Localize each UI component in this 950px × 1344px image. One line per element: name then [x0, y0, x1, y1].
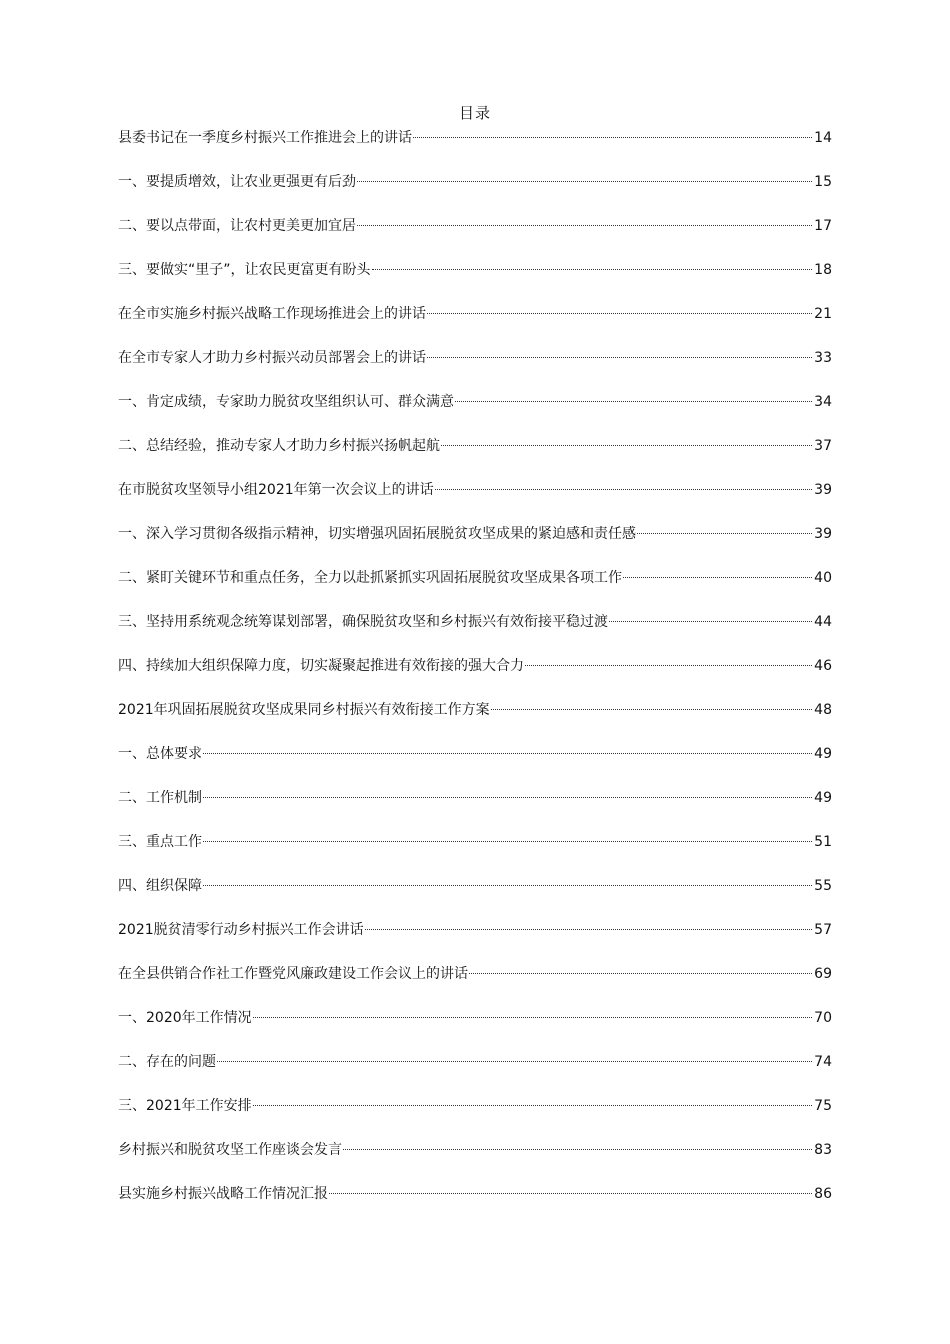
toc-entry-title: 县实施乡村振兴战略工作情况汇报 [118, 1186, 328, 1202]
toc-entry[interactable] [118, 1007, 832, 1051]
toc-entry-page: 74 [814, 1054, 832, 1070]
toc-leader-dots [203, 841, 812, 842]
toc-entry[interactable] [118, 611, 832, 655]
toc-entry-title: 四、持续加大组织保障力度，切实凝聚起推进有效衔接的强大合力 [118, 658, 524, 674]
toc-entry-title: 三、坚持用系统观念统筹谋划部署，确保脱贫攻坚和乡村振兴有效衔接平稳过渡 [118, 614, 608, 630]
toc-entry-page: 39 [814, 526, 832, 542]
toc-entry-page: 18 [814, 262, 832, 278]
toc-leader-dots [469, 973, 812, 974]
toc-leader-dots [357, 225, 812, 226]
toc-leader-dots [427, 357, 812, 358]
toc-entry-page: 49 [814, 790, 832, 806]
toc-leader-dots [435, 489, 813, 490]
toc-entry-title: 一、要提质增效，让农业更强更有后劲 [118, 174, 356, 190]
toc-leader-dots [217, 1061, 812, 1062]
toc-entry[interactable] [118, 347, 832, 391]
toc-entry-page: 75 [814, 1098, 832, 1114]
toc-entry[interactable] [118, 1051, 832, 1095]
toc-entry-page: 46 [814, 658, 832, 674]
toc-entry-page: 49 [814, 746, 832, 762]
toc-entry-title: 在市脱贫攻坚领导小组2021年第一次会议上的讲话 [118, 482, 434, 498]
toc-entry[interactable] [118, 919, 832, 963]
toc-entry-title: 一、肯定成绩，专家助力脱贫攻坚组织认可、群众满意 [118, 394, 454, 410]
toc-entry-page: 69 [814, 966, 832, 982]
toc-entry-title: 在全市专家人才助力乡村振兴动员部署会上的讲话 [118, 350, 426, 366]
toc-leader-dots [427, 313, 812, 314]
toc-entry-title: 二、工作机制 [118, 790, 202, 806]
toc-entry[interactable] [118, 259, 832, 303]
toc-leader-dots [637, 533, 812, 534]
toc-entry-title: 2021脱贫清零行动乡村振兴工作会讲话 [118, 922, 364, 938]
toc-leader-dots [372, 269, 813, 270]
toc-entry-page: 44 [814, 614, 832, 630]
toc-entry-page: 21 [814, 306, 832, 322]
toc-entry-page: 17 [814, 218, 832, 234]
toc-entry[interactable] [118, 171, 832, 215]
toc-entry-page: 55 [814, 878, 832, 894]
toc-entry-title: 二、要以点带面，让农村更美更加宜居 [118, 218, 356, 234]
table-of-contents [118, 127, 832, 1227]
toc-entry-title: 四、组织保障 [118, 878, 202, 894]
toc-entry-title: 三、2021年工作安排 [118, 1098, 252, 1114]
toc-leader-dots [203, 753, 812, 754]
toc-leader-dots [203, 885, 812, 886]
toc-entry-page: 15 [814, 174, 832, 190]
toc-entry-page: 57 [814, 922, 832, 938]
toc-leader-dots [609, 621, 812, 622]
toc-entry-page: 51 [814, 834, 832, 850]
toc-entry-title: 二、紧盯关键环节和重点任务，全力以赴抓紧抓实巩固拓展脱贫攻坚成果各项工作 [118, 570, 622, 586]
toc-entry-page: 37 [814, 438, 832, 454]
toc-entry[interactable] [118, 435, 832, 479]
toc-entry-title: 2021年巩固拓展脱贫攻坚成果同乡村振兴有效衔接工作方案 [118, 702, 490, 718]
toc-leader-dots [203, 797, 812, 798]
toc-entry[interactable] [118, 831, 832, 875]
toc-entry-title: 一、2020年工作情况 [118, 1010, 252, 1026]
toc-entry[interactable] [118, 303, 832, 347]
toc-entry-title: 三、要做实“里子”，让农民更富更有盼头 [118, 262, 371, 278]
toc-entry[interactable] [118, 655, 832, 699]
toc-entry[interactable] [118, 127, 832, 171]
toc-entry-page: 86 [814, 1186, 832, 1202]
toc-entry[interactable] [118, 1183, 832, 1227]
toc-entry-page: 70 [814, 1010, 832, 1026]
toc-entry[interactable] [118, 963, 832, 1007]
toc-entry[interactable] [118, 479, 832, 523]
toc-leader-dots [525, 665, 812, 666]
toc-entry[interactable] [118, 699, 832, 743]
toc-leader-dots [253, 1105, 813, 1106]
toc-entry-page: 83 [814, 1142, 832, 1158]
toc-entry[interactable] [118, 875, 832, 919]
toc-entry[interactable] [118, 1139, 832, 1183]
toc-entry[interactable] [118, 787, 832, 831]
toc-entry-title: 三、重点工作 [118, 834, 202, 850]
toc-leader-dots [329, 1193, 812, 1194]
toc-entry-title: 二、存在的问题 [118, 1054, 216, 1070]
toc-entry-page: 39 [814, 482, 832, 498]
toc-leader-dots [441, 445, 812, 446]
toc-entry-page: 48 [814, 702, 832, 718]
toc-leader-dots [357, 181, 812, 182]
toc-leader-dots [491, 709, 813, 710]
toc-entry[interactable] [118, 215, 832, 259]
toc-leader-dots [623, 577, 812, 578]
toc-entry-title: 县委书记在一季度乡村振兴工作推进会上的讲话 [118, 130, 412, 146]
toc-entry-title: 二、总结经验，推动专家人才助力乡村振兴扬帆起航 [118, 438, 440, 454]
toc-entry-page: 40 [814, 570, 832, 586]
toc-entry-title: 在全县供销合作社工作暨党风廉政建设工作会议上的讲话 [118, 966, 468, 982]
page-title: 目录 [458, 104, 491, 122]
toc-entry-title: 乡村振兴和脱贫攻坚工作座谈会发言 [118, 1142, 342, 1158]
toc-leader-dots [253, 1017, 813, 1018]
toc-entry-page: 34 [814, 394, 832, 410]
toc-leader-dots [365, 929, 813, 930]
toc-entry[interactable] [118, 391, 832, 435]
toc-entry-page: 33 [814, 350, 832, 366]
toc-leader-dots [455, 401, 812, 402]
toc-entry[interactable] [118, 743, 832, 787]
toc-entry-title: 一、深入学习贯彻各级指示精神，切实增强巩固拓展脱贫攻坚成果的紧迫感和责任感 [118, 526, 636, 542]
toc-entry-title: 在全市实施乡村振兴战略工作现场推进会上的讲话 [118, 306, 426, 322]
toc-entry[interactable] [118, 523, 832, 567]
toc-entry-title: 一、总体要求 [118, 746, 202, 762]
toc-entry[interactable] [118, 567, 832, 611]
toc-entry[interactable] [118, 1095, 832, 1139]
toc-entry-page: 14 [814, 130, 832, 146]
toc-leader-dots [413, 137, 812, 138]
toc-leader-dots [343, 1149, 812, 1150]
